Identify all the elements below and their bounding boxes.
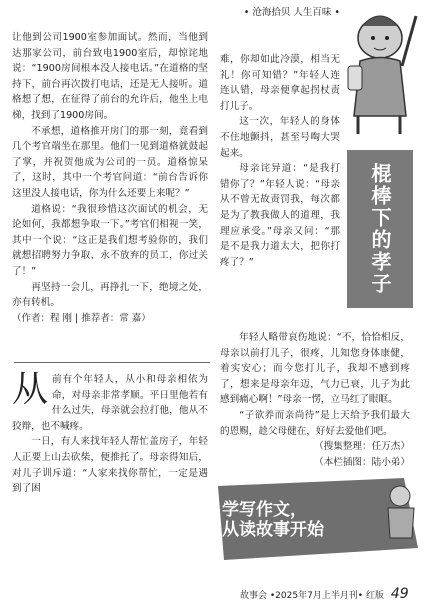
paragraph: 从前有个年轻人，从小和母亲相依为命，对母亲非常孝顺。平日里他若有什么过失，母亲就会拉打他，他从不狡辩，也不喊疼。: [12, 369, 208, 432]
illustration-figure: [340, 6, 420, 136]
footer-text: 故事会 •2025年7月上半月刊• 红版: [240, 591, 384, 601]
right-column-top: [220, 30, 340, 270]
section-divider: [14, 362, 210, 363]
page-footer: [240, 586, 409, 602]
paragraph: 再坚持一会儿，再挣扎一下，绝境之处，亦有转机。: [12, 281, 208, 309]
article-title: 棍棒下的孝子: [347, 150, 413, 308]
left-column-story2: [12, 369, 208, 497]
collector-credit: （搜集整理：任万杰）: [314, 441, 410, 453]
page-number: 49: [390, 586, 409, 602]
paragraph: 难，你却如此冷漠，相当无礼！你可知错？”年轻人连连认错，母亲便拿起拐杖责打儿子。: [220, 54, 340, 112]
paragraph: 道格说：“我很珍惜这次面试的机会，无论如何，我都想争取一下。”考官们相视一笑，其中一个说：“这正是我们想考验你的，我们就想招聘努力争取、永不放弃的员工，你过关了！”: [12, 203, 208, 277]
author-credit: （作者：程 刚 | 推荐者：常 嘉）: [12, 312, 151, 324]
promo-banner-text: 学写作文， 从读故事开始: [222, 500, 324, 540]
paragraph: 让他到公司1900室参加面试。然而，当他到达那家公司，前台致电1900室后，却惊诧地说：“1900房间根本没人接电话。”在道格的坚持下，前台再次拨打电话，还是无人接听。道格想了想，在征得了前台的允许后，他坐上电梯，找到了1900房间。: [12, 32, 208, 121]
right-column-bottom: [220, 330, 410, 470]
section-header: • 沧海拾贝 人生百味 •: [243, 7, 340, 18]
paragraph: “子欲养而亲尚待”是上天给予我们最大的恩赐，趁父母健在，好好去爱他们吧。: [220, 409, 410, 437]
paragraph: 不承想，道格推开房门的那一刻，竟看到几个考官端坐在那里。他们一见到道格就鼓起了掌，并祝贺他成为公司的一员。道格惊呆了，这时，其中一个考官问道：“前台告诉你这里没人接电话，你为什么还要上来呢？”: [12, 125, 208, 199]
paragraph: 这一次，年轻人的身体不住地颤抖，甚至号啕大哭起来。: [220, 116, 340, 159]
drop-cap: 从: [12, 369, 49, 410]
paragraph: 年轻人略带哀伤地说：“不，恰恰相反，母亲以前打儿子，很疼，儿知您身体康健，着实安心；而今您打儿子，我却不感到疼了，想来是母亲年迈，气力已衰，儿子为此感到痛心啊！”母亲一愣，立马红了眼眶。: [220, 332, 410, 406]
left-column: [12, 30, 208, 326]
illustration-credit: （本栏插图：陆小弟）: [314, 456, 410, 468]
paragraph: 一日，有人来找年轻人帮忙盖房子，年轻人正要上山去砍柴，便推托了。母亲得知后，对儿子训斥道：“人家来找你帮忙，一定是遇到了困: [12, 436, 208, 495]
paragraph: 母亲诧异道：“是我打错你了？”年轻人说：“母亲从不曾无故责罚我，每次都是为了教我做人的道理，我理应承受。”母亲又问：“那是不是我力道太大，把你打疼了？”: [220, 163, 340, 268]
